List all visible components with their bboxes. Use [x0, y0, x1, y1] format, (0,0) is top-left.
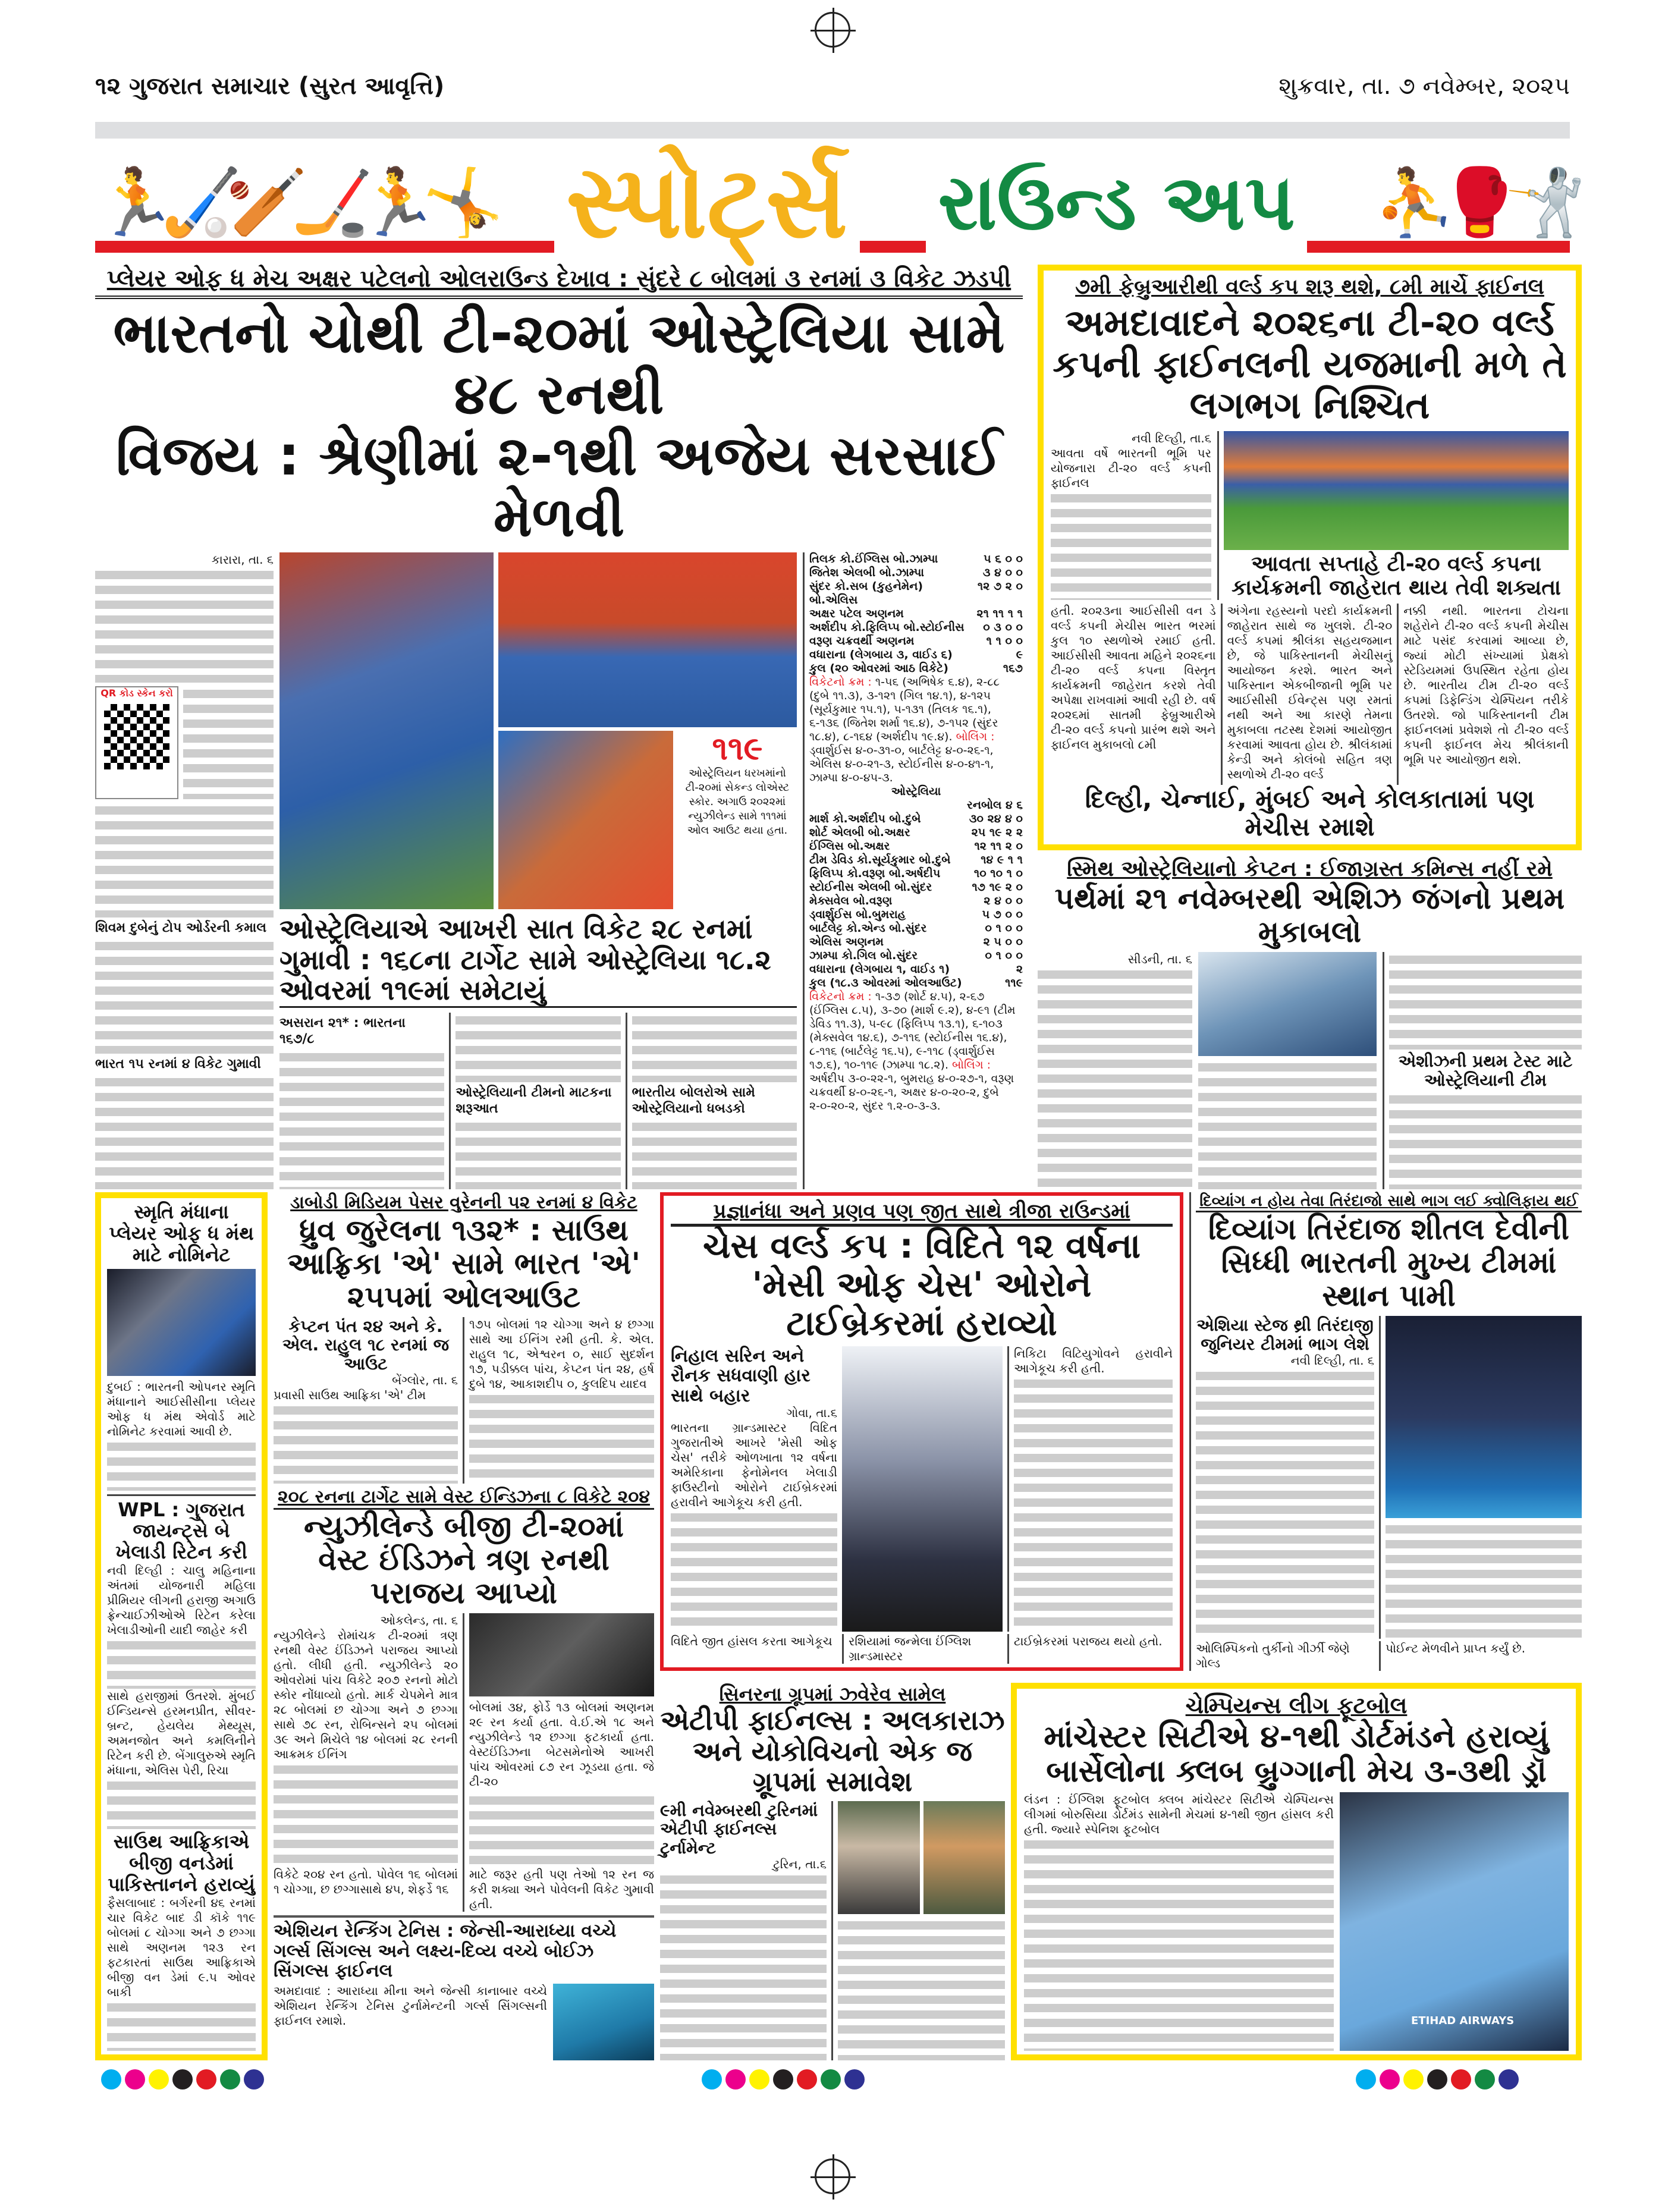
photo-novak-djokovic — [838, 1801, 920, 1914]
lead-kicker: પ્લેયર ઓફ ધ મેચ અક્ષર પટેલનો ઓલરાઉન્ડ દેખાવ : સુંદરે ૮ બોલમાં ૩ રનમાં ૩ વિકેટ ઝડપી — [95, 265, 1023, 299]
champions-league-story — [1011, 1683, 1582, 2060]
score-row: મેક્સવેલ બો.વરૂણ ૨ ૪ ૦ ૦ — [809, 894, 1023, 908]
chess-dateline: ગોવા, તા.૬ — [786, 1406, 837, 1421]
jurel-kicker: ડાબોડી મિડિયમ પેસર વુરેનની ૫૨ રનમાં ૪ વિકેટ — [290, 1192, 637, 1213]
photo-carlos-alcaraz — [923, 1801, 1006, 1914]
boxer-icon: 🥊 — [1438, 164, 1521, 240]
football-kicker: ચેમ્પિયન્સ લીગ ફૂટબોલ — [1185, 1692, 1408, 1718]
nz-wi-story — [274, 1487, 654, 1867]
lead-story-india-australia — [95, 265, 1023, 1189]
jersey-sponsor-text: ETIHAD AIRWAYS — [1411, 2015, 1515, 2027]
chess-bottom-1: વિદિતે જીત હાંસલ કરતા આગેકૂચ — [671, 1634, 832, 1648]
qr-label: QR કોડ સ્કેન કરો — [100, 687, 173, 699]
chess-bottom-3: ટાઈબ્રેકરમાં પરાજય થયો હતો. — [1007, 1634, 1173, 1664]
basketball-player-icon: ⛹ — [1373, 164, 1455, 240]
qr-code-pattern — [104, 704, 169, 769]
lead-dateline: કારારા, તા. ૬ — [211, 552, 274, 567]
score-row: તિલક કો.ઈંગ્લિસ બો.ઝામ્પા ૫ ૬ ૦ ૦ — [809, 552, 1023, 566]
atp-subhead: ૯મી નવેમ્બરથી ટુરિનમાં એટીપી ફાઈનલ્સ ટુર્નામેન્ટ — [660, 1800, 818, 1858]
india-bowling: ડ્વાર્શુઈસ ૪-૦-૩૧-૦, બાર્ટલેટ્ટ ૪-૦-૨૬-૧, એલિસ ૪-૦-૨૧-૩, સ્ટોઈનીસ ૪-૦-૪૧-૧, ઝામ્પા ૪-૦-૪૫-૩. — [809, 744, 994, 785]
lead-headline-1: ભારતનો ચોથી ટી-૨૦માં ઓસ્ટ્રેલિયા સામે ૪૮ રનથી — [113, 301, 1005, 427]
lead-inline-head: શિવમ દુબેનું ટોપ ઓર્ડરની કમાલ — [95, 920, 266, 936]
martial-artist-icon: 🤺 — [1504, 164, 1586, 240]
header-gray-bar — [95, 122, 1570, 139]
chess-kicker: પ્રજ્ઞાનંધા અને પ્રણવ પણ જીત સાથે ત્રીજા રાઉન્ડમાં — [671, 1199, 1173, 1227]
smriti-lead: દુબઈ : ભારતની ઓપનર સ્મૃતિ મંધાનાને આઈસીસીના પ્લેયર ઓફ ધ મંથ એવોર્ડ માટે નોમિનેટ કરવામાં આવી છે. — [107, 1380, 256, 1439]
print-color-bar-center — [702, 2069, 865, 2090]
photo-smriti-mandhana-trophy — [107, 1269, 256, 1376]
issue-date: શુક્રવાર, તા. ૭ નવેમ્બર, ૨૦૨૫ — [1278, 73, 1570, 100]
score-row: ઈંગ્લિસ બો.અક્ષર ૧૨ ૧૧ ૨ ૦ — [809, 840, 1023, 853]
sheetal-dateline: નવી દિલ્હી, તા. ૬ — [1290, 1353, 1374, 1368]
sheetal-devi-story — [1189, 1192, 1582, 1671]
score-row: વધારાના (લેગબાય ૧, વાઈડ ૧) ૨ — [809, 963, 1023, 976]
print-color-bar-right — [1356, 2069, 1519, 2090]
jurel-subhead: કેપ્ટન પંત ૨૪ અને કે. એલ. રાહુલ ૧૮ રનમાં જ આઉટ — [282, 1316, 450, 1374]
atp-finals-story — [660, 1683, 1005, 2060]
nz-col-1: ન્યુઝીલેન્ડે રોમાંચક ટી-૨૦માં ત્રણ રનથી વેસ્ટ ઈંડિઝને પરાજય આપ્યો હતો. લીધી હતી. ન્યુઝીલેન્ડે ૨૦ ઓવરોમાં પાંચ વિકેટે ૨૦૭ રનનો મોટો સ્કોર નોંધાવ્યો હતો. માર્ક ચેપમેને માત્ર ૨૮ બોલમાં છ ચોગ્ગા અને ૭ છગ્ગા સાથે ૭૮ રન, રોબિન્સને ૨૫ બોલમાં ૩૯ અને મિચેલે ૧૪ બોલમાં ૨૮ રનની આક્રમક ઈનિંગ — [274, 1628, 458, 1761]
worldcup-lead: આવતા વર્ષે ભારતની ભૂમિ પર યોજનારા ટી-૨૦ વર્લ્ડ કપની ફાઈનલ — [1051, 445, 1211, 490]
atp-kicker: સિનરના ગ્રૂપમાં ઝ્વેરેવ સામેલ — [719, 1683, 946, 1705]
chess-subhead: નિહાલ સરિન અને રૌનક સધવાણી હાર સાથે બહાર — [671, 1345, 810, 1406]
photo-tennis-player — [553, 1984, 654, 2060]
asian-tennis-story — [274, 1867, 654, 2060]
sheetal-bottom-1: ઓલિમ્પિકનો તુર્કીનો ગીર્ઝી જેણે ગોલ્ડ — [1196, 1641, 1350, 1670]
score-row: ઝામ્પા કો.ગિલ બો.સુંદર ૦ ૧ ૦ ૦ — [809, 949, 1023, 963]
score-row: ટીમ ડેવિડ કો.સૂર્યકુમાર બો.દુબે ૧૪ ૯ ૧ ૧ — [809, 853, 1023, 867]
wpl-headline: WPL : ગુજરાત જાયન્ટ્સે બે ખેલાડી રિટેન કરી — [115, 1498, 247, 1564]
fow-label: વિકેટનો ક્રમ : — [809, 675, 872, 689]
left-briefs-column — [95, 1192, 268, 2060]
india-fow: ૧-૫૬ (અભિષેક ૬.૪), ૨-૮૮ (દુબે ૧૧.૩), ૩-૧૨૧ (ગિલ ૧૪.૧), ૪-૧૨૫ (સૂર્યકુમાર ૧૫.૧), ૫-૧૩૧ (તિલક ૧૬.૧), ૬-૧૩૬ (જિતેશ શર્મા ૧૬.૪), ૭-૧૫૨ (સુંદર ૧૮.૪), ૮-૧૬૪ (અર્શદીપ ૧૯.૪). — [809, 675, 1000, 744]
page-number-masthead: ૧૨ ગુજરાત સમાચાર (સુરત આવૃત્તિ) — [95, 73, 445, 100]
ashes-headline: પર્થમાં ૨૧ નવેમ્બરથી એશિઝ જંગનો પ્રથમ મુકાબલો — [1054, 881, 1565, 950]
chess-headline: ચેસ વર્લ્ડ કપ : વિદિતે ૧૨ વર્ષના 'મેસી ઓફ ચેસ' ઓરોને ટાઈબ્રેકરમાં હરાવ્યો — [702, 1225, 1141, 1343]
runner-icon: 🏃 — [357, 164, 438, 240]
photo-narendra-modi-stadium — [1224, 431, 1569, 550]
score-row: અર્શદીપ કો.ફિલિપ્પ બો.સ્ટોઈનીસ ૦ ૩ ૦ ૦ — [809, 621, 1023, 634]
score-row: જિતેશ એલબી બો.ઝામ્પા ૩ ૪ ૦ ૦ — [809, 566, 1023, 580]
worldcup-col-2: અંગેના રહસ્યનો પરદો કાર્યક્રમની જાહેરાત સાથે જ ખુલશે. ટી-૨૦ વર્લ્ડ કપમાં શ્રીલંકા સહયજમાન છે, જે પાકિસ્તાનની મેચીસનું આયોજન કરશે. ભારત અને પાકિસ્તાન એકબીજાની ભૂમિ પર આઈસીસી ઈવેન્ટ્સ પણ રમતાં નથી અને આ કારણે તેમના મુકાબલા તટસ્થ દેશમાં આયોજીત કરવામાં આવતા હોય છે. શ્રીલંકામાં કેન્ડી અને કોલંબો સહિત ત્રણ સ્થળોએ ટી-૨૦ વર્લ્ડ — [1221, 604, 1393, 785]
lead-inline-head: ભારતીય બોલરોએ સામે ઓસ્ટ્રેલિયાનો ધબડકો — [632, 1085, 755, 1117]
aus-fow: ૧-૩૭ (શોર્ટ ૪.૫), ૨-૬૭ (ઈંગ્લિસ ૮.૫), ૩-૭૦ (માર્શ ૯.૨), ૪-૯૧ (ટીમ ડેવિડ ૧૧.૩), ૫-૯૮ (ફિલિપ્પ ૧૩.૧), ૬-૧૦૩ (મેક્સવેલ ૧૪.૬), ૭-૧૧૬ (સ્ટોઈનીસ ૧૬.૪), ૮-૧૧૬ (બાર્ટલેટ્ટ ૧૬.૫), ૯-૧૧૮ (ડ્વાર્શુઈસ ૧૭.૬), ૧૦-૧૧૯ (ઝામ્પા ૧૮.૨). — [809, 990, 1016, 1072]
atp-headline: એટીપી ફાઈનલ્સ : અલકારાઝ અને યોકોવિચનો એક જ ગ્રૂપમાં સમાવેશ — [660, 1704, 1005, 1798]
wpl-lead: નવી દિલ્હી : ચાલુ મહિનાના અંતમાં યોજનારી મહિલા પ્રીમિયર લીગની હરાજી અગાઉ ફ્રેન્ચાઈઝીઓએ રિટેન કરેલા ખેલાડીઓની યાદી જાહેર કરી — [107, 1563, 256, 1638]
worldcup-kicker: ૭મી ફેબ્રુઆરીથી વર્લ્ડ કપ શરૂ થશે, ૮મી માર્ચે ફાઈનલ — [1075, 275, 1544, 299]
score-row: સુંદર કો.સબ (કુહનેમેન) બો.એલિસ ૧૨ ૭ ૨ ૦ — [809, 580, 1023, 607]
aus-bowling: અર્ષદીપ ૩-૦-૨૨-૧, બુમરાહ ૪-૦-૨૭-૧, વરૂણ ચક્રવર્થી ૪-૦-૨૬-૧, અક્ષર ૪-૦-૨૦-૨, દુબે ૨-૦-૨૦-૨, સુંદર ૧.૨-૦-૩-૩. — [809, 1072, 1014, 1113]
lead-inline-head: ઓસ્ટ્રેલિયાની ટીમનો માટકના શરૂઆત — [455, 1085, 612, 1117]
photo-steve-smith — [1198, 952, 1377, 1056]
atp-dateline: ટુરિન, તા.૬ — [773, 1857, 827, 1872]
hockey-player-icon: 🏑 — [161, 164, 242, 240]
sa-pak-lead: ફૈસલાબાદ : બર્ગરની ૪૬ રનમાં ચાર વિકેટ બાદ ડી કૉકે ૧૧૯ બોલમાં ૮ ચોગ્ગા અને ૭ છગ્ગા સાથે અણનમ ૧૨૩ રન ફટકારતાં સાઉથ આફ્રિકાએ બીજી વન ડેમાં ૯.૫ ઓવર બાકી — [107, 1895, 256, 1999]
score-total: કુલ (૨૦ ઓવરમાં આઠ વિકેટે) ૧૬૭ — [809, 662, 1023, 675]
wpl-more: સાથે હરાજીમાં ઉતરશે. મુંબઈ ઈન્ડિયન્સે હરમનપ્રીત, સીવર-બ્રન્ટ, હેયલેય મેથ્યૂસ, અમનજોત અને કમલિનીને રિટેન કરી છે. બેંગાલુરુએ સ્મૃતિ મંધાના, એલિસ પેરી, રિચા — [107, 1689, 256, 1778]
score-row: વધારાના (લેગબાય ૩, વાઈડ ૬) ૯ — [809, 648, 1023, 662]
score-row: બાર્ટલેટ્ટ કો.એન્ડ બો.સુંદર ૦ ૧ ૦ ૦ — [809, 922, 1023, 935]
scorecard: તિલક કો.ઈંગ્લિસ બો.ઝામ્પા ૫ ૬ ૦ ૦ જિતેશ એલબી બો.ઝામ્પા ૩ ૪ ૦ ૦ સુંદર કો.સબ (કુહનેમેન) બો.એલિસ ૧૨ ૭ ૨ ૦ અક્ષર પટેલ અણનમ ૨૧ ૧૧ ૧ ૧ અર્શદીપ કો.ફિલિપ્પ બો.સ્ટોઈનીસ ૦ ૩ ૦ ૦ વરૂણ ચક્રવર્થી અણનમ ૧ ૧ ૦ ૦ વધારાના (લેગબાય ૩, વાઈડ ૬) ૯ કુલ (૨૦ ઓવરમાં આઠ વિકેટે) ૧૬૭ વિકેટનો ક્રમ : ૧-૫૬ (અભિષેક ૬.૪), ૨-૮૮ (દુબે ૧૧.૩), ૩-૧૨૧ (ગિલ ૧૪.૧), ૪-૧૨૫ (સૂર્યકુમાર ૧૫.૧), ૫-૧૩૧ (તિલક ૧૬.૧), ૬-૧૩૬ (જિતેશ શર્મા ૧૬.૪), ૭-૧૫૨ (સુંદર ૧૮.૪), ૮-૧૬૪ (અર્શદીપ ૧૯.૪). બોલિંગ : ડ્વાર્શુઈસ ૪-૦-૩૧-૦, બાર્ટલેટ્ટ ૪-૦-૨૬-૧, એલિસ ૪-૦-૨૧-૩, સ્ટોઈનીસ ૪-૦-૪૧-૧, ઝામ્પા ૪-૦-૪૫-૩. ઓસ્ટ્રેલિયા રનબોલ ૪ ૬ માર્શ કો.અર્શદીપ બો.દુબે ૩૦ ૨૪ ૪ ૦ શોર્ટ એલબી બો.અક્ષર ૨૫ ૧૯ ૨ ૨ ઈંગ્લિસ બો.અક્ષર ૧૨ ૧૧ ૨ ૦ ટીમ ડેવિડ કો.સૂર્યકુમાર બો.દુબે ૧૪ ૯ ૧ ૧ ફિલિપ્પ કો.વરૂણ બો.અર્ષદીપ ૧૦ ૧૦ ૧ ૦ સ્ટોઈનીસ એલબી બો.સુંદર ૧૭ ૧૯ ૨ ૦ મેક્સવેલ બો.વરૂણ ૨ ૪ ૦ ૦ ડ્વાર્શુઈસ બો.બુમરાહ ૫ ૭ ૦ ૦ બાર્ટલેટ્ટ કો.એન્ડ બો.સુંદર ૦ ૧ ૦ ૦ એલિસ અણનમ ૨ ૫ ૦ ૦ ઝામ્પા કો.ગિલ બો.સુંદર ૦ ૧ ૦ ૦ વધારાના (લેગબાય ૧, વાઈડ ૧) ૨ કુલ (૧૮.૩ ઓવરમાં ઓલઆઉટ) ૧૧૯ વિકેટનો ક્રમ : ૧-૩૭ (શોર્ટ ૪.૫), ૨-૬૭ (ઈંગ્લિસ ૮.૫), ૩-૭૦ (માર્શ ૯.૨), ૪-૯૧ (ટીમ ડેવિડ ૧૧.૩), ૫-૯૮ (ફિલિપ્પ ૧૩.૧), ૬-૧૦૩ (મેક્સવેલ ૧૪.૬), ૭-૧૧૬ (સ્ટોઈનીસ ૧૬.૪), ૮-૧૧૬ (બાર્ટલેટ્ટ ૧૬.૫), ૯-૧૧૮ (ડ્વાર્શુઈસ ૧૭.૬), ૧૦-૧૧૯ (ઝામ્પા ૧૮.૨). બોલિંગ : અર્ષદીપ ૩-૦-૨૨-૧, બુમરાહ ૪-૦-૨૭-૧, વરૂણ ચક્રવર્થી ૪-૦-૨૬-૧, અક્ષર ૪-૦-૨૦-૨, દુબે ૨-૦-૨૦-૨, સુંદર ૧.૨-૦-૩-૩. — [803, 552, 1023, 1189]
score-row: ડ્વાર્શુઈસ બો.બુમરાહ ૫ ૭ ૦ ૦ — [809, 908, 1023, 922]
sheetal-subhead: એશિયા સ્ટેજ થ્રી તિરંદાજી જુનિયર ટીમમાં ભાગ લેશે — [1196, 1315, 1374, 1354]
cricketer-icon: 🏏 — [226, 164, 307, 240]
lead-headline-2: વિજય : શ્રેણીમાં ૨-૧થી અજેય સરસાઈ મેળવી — [115, 424, 1003, 549]
banner-title-roundup: રાઉન્ડ અપ — [926, 143, 1307, 262]
photo-badge-119: ૧૧૯ — [712, 730, 763, 768]
chess-col-3: નિકિટા વિટિયુગોવને હરાવીને આગેકૂચ કરી હતી. — [1014, 1346, 1173, 1375]
sheetal-bottom-2: પોઈન્ટ મેળવીને પ્રાપ્ત કર્યું છે. — [1379, 1641, 1582, 1671]
score-row: સ્ટોઈનીસ એલબી બો.સુંદર ૧૭ ૧૯ ૨ ૦ — [809, 881, 1023, 894]
worldcup-photo-caption: આવતા સપ્તાહે ટી-૨૦ વર્લ્ડ કપના કાર્યક્રમની જાહેરાત થાય તેવી શક્યતા — [1232, 551, 1561, 600]
tennis-headline: એશિયન રેન્કિંગ ટેનિસ : જેન્સી-આરાધ્યા વચ્ચે ગર્લ્સ સિંગલ્સ અને લક્ષ્ય-દિવ્ય વચ્ચે બોઈઝ સિંગલ્સ ફાઈનલ — [274, 1921, 617, 1982]
bowling-label: બોલિંગ : — [956, 730, 995, 744]
jurel-dateline: બેંગ્લોર, તા. ૬ — [392, 1373, 458, 1388]
ashes-story — [1038, 856, 1582, 1189]
chess-lead: ભારતના ગ્રાન્ડમાસ્ટર વિદિત ગુજરાતીએ આખરે 'મેસી ઓફ ચેસ' તરીકે ઓળખાતા ૧૨ વર્ષના અમેરિકાના ફેનોમેનલ ખેલાડી ફાઉસ્ટીનો ઓરોને ટાઈબ્રેકરમાં હરાવીને આગેકૂચ કરી હતી. — [671, 1421, 837, 1510]
worldcup-ahmedabad-story — [1038, 265, 1582, 850]
photo-batsman — [498, 731, 673, 909]
nz-dateline: ઓકલેન્ડ, તા. ૬ — [380, 1613, 458, 1627]
nz-col-2: બોલમાં ૩૪, ફોર્ડે ૧૩ બોલમાં અણનમ ૨૯ રન કર્યા હતા. વે.ઈ.એ ૧૮ અને ન્યુઝીલેન્ડે ૧૨ છગ્ગા ફટકાર્યા હતા. વેસ્ટઈંડિઝના બેટસમેનોએ આખરી પાંચ ઓવરમાં ૮૭ રન ઝૂડયા હતા. જે ટી-૨૦ — [469, 1700, 654, 1789]
nz-headline: ન્યુઝીલેન્ડે બીજી ટી-૨૦માં વેસ્ટ ઈંડિઝને ત્રણ રનથી પરાજય આપ્યો — [303, 1509, 624, 1610]
tennis-lead: અમદાવાદ : આરાધ્યા મીના અને જેન્સી કાનાબાર વચ્ચે એશિયન રેન્કિંગ ટેનિસ ટુર્નામેન્ટની ગર્લ્સ સિંગલ્સની ફાઈનલ રમાશે. — [274, 1983, 547, 2028]
nz-kicker: ૨૦૮ રનના ટાર્ગેટ સામે વેસ્ટ ઈન્ડિઝના ૮ વિકેટે ૨૦૪ — [274, 1487, 654, 1510]
worldcup-col-1: હતી. ૨૦૨૩ના આઈસીસી વન ડે વર્લ્ડ કપની મેચીસ ભારત ભરમાં કુલ ૧૦ સ્થળોએ રમાઈ હતી. આઈસીસી આવતા મહિને ૨૦૨૬ના ટી-૨૦ વર્લ્ડ કપના વિસ્તૃત કાર્યક્રમની જાહેરાત કરશે તેવી અપેક્ષા રાખવામાં આવી રહી છે. વર્ષ ૨૦૨૬માં સાતમી ફેબ્રુઆરીએ ટી-૨૦ વર્લ્ડ કપનો પ્રારંભ થશે અને ફાઈનલ મુકાબલો ૮મી — [1051, 604, 1216, 752]
sa-pak-headline: સાઉથ આફ્રિકાએ બીજી વનડેમાં પાકિસ્તાનને હરાવ્યું — [108, 1830, 255, 1896]
lead-inline-head: અસરાન ૨૧* : ભારતના ૧૬૭/૮ — [279, 1015, 406, 1047]
photo-vidit-gujrathi-chess — [842, 1346, 1003, 1632]
jurel-col-2: ૧૭૫ બોલમાં ૧૨ ચોગ્ગા અને ૪ છગ્ગા સાથે આ ઈનિંગ રમી હતી. કે. એલ. રાહુલ ૧૮, એશ્વરન ૦, સાઈ સુદર્શન ૧૭, પડીક્કલ પાંચ, કેપ્ટન પંત ૨૪, હર્ષ દુબે ૧૪, આકાશદીપ ૦, કુલદિપ યાદવ — [469, 1317, 654, 1391]
photo-new-zealand-players — [469, 1613, 654, 1696]
lead-subhead: ઓસ્ટ્રેલિયાએ આખરી સાત વિકેટ ૨૮ રનમાં ગુમાવી : ૧૬૮ના ટાર્ગેટ સામે ઓસ્ટ્રેલિયા ૧૮.૨ ઓવરમાં ૧૧૯માં સમેટાયું — [279, 914, 797, 1008]
score-row: વરૂણ ચક્રવર્થી અણનમ ૧ ૧ ૦ ૦ — [809, 634, 1023, 648]
nz-col-end-2: માટે જરૂર હતી પણ તેઓ ૧૨ રન જ કરી શક્યા અને પોવેલની વિકેટ ગુમાવી હતી. — [463, 1867, 654, 1912]
worldcup-headline: અમદાવાદને ૨૦૨૬ના ટી-૨૦ વર્લ્ડ કપની ફાઈનલની યજમાની મળે તે લગભગ નિશ્ચિત — [1053, 301, 1567, 428]
lead-text-column-1 — [95, 552, 274, 1189]
photo-india-team-huddle — [498, 552, 797, 727]
score-total: કુલ (૧૮.૩ ઓવરમાં ઓલઆઉટ) ૧૧૯ — [809, 976, 1023, 990]
score-row: અક્ષર પટેલ અણનમ ૨૧ ૧૧ ૧ ૧ — [809, 607, 1023, 621]
print-color-bar-left — [101, 2069, 264, 2090]
photo-india-players-celebrate — [279, 552, 494, 909]
hockey-player-icon: 🏒 — [291, 164, 373, 240]
worldcup-col-3: નક્કી નથી. ભારતના ટોચના શહેરોને ટી-૨૦ વર્લ્ડ કપની મેચીસ માટે પસંદ કરવામાં આવ્યા છે, જ્યાં મોટી સંખ્યામાં પ્રેક્ષકો સ્ટેડિયમમાં ઉપસ્થિત રહેતા હોય છે. ભારતીય ટીમ ટી-૨૦ વર્લ્ડ કપમાં ડિફેન્ડિંગ ચેમ્પિયન તરીકે ઉતરશે. જો પાકિસ્તાનની ટીમ ફાઈનલમાં પ્રવેશશે તો ટી-૨૦ વર્લ્ડ કપની ફાઈનલ મેચ શ્રીલંકાની ભૂમિ પર આયોજીત થશે. — [1397, 604, 1569, 785]
lead-inline-head: ભારત ૧૫ રનમાં ૪ વિકેટ ગુમાવી — [95, 1056, 261, 1072]
worldcup-dateline: નવી દિલ્હી, તા.૬ — [1132, 431, 1211, 445]
ashes-dateline: સીડની, તા. ૬ — [1127, 952, 1192, 967]
photo-manchester-city-celebration — [1340, 1792, 1569, 2051]
aus-innings-title: ઓસ્ટ્રેલિયા — [891, 785, 941, 799]
photo-caption: ઓસ્ટ્રેલિયન ધરખમાંનો ટી-૨૦માં સેકન્ડ લોએસ્ટ સ્કોર. અગાઉ ૨૦૨૨માં ન્યુઝીલેન્ડ સામે ૧૧૧માં ઓલ આઉટ થયા હતા. — [685, 767, 790, 837]
sheetal-headline: દિવ્યાંગ તિરંદાજ શીતલ દેવીની સિધ્ધી ભારતની મુખ્ય ટીમમાં સ્થાન પામી — [1208, 1212, 1569, 1314]
aus-columns-header: રનબોલ ૪ ૬ — [967, 799, 1023, 812]
qr-code[interactable] — [95, 686, 178, 799]
score-row: ફિલિપ્પ કો.વરૂણ બો.અર્ષદીપ ૧૦ ૧૦ ૧ ૦ — [809, 867, 1023, 881]
football-headline: માંચેસ્ટર સિટીએ ૪-૧થી ડોર્ટમંડને હરાવ્યું બાર્સેલોના ક્લબ બ્રુગ્ગાની મેચ ૩-૩થી ડ્રૉ — [1044, 1718, 1549, 1789]
worldcup-footer-headline: દિલ્હી, ચેન્નાઈ, મુંબઈ અને કોલકાતામાં પણ મેચીસ રમાશે — [1085, 784, 1535, 841]
score-row: શોર્ટ એલબી બો.અક્ષર ૨૫ ૧૯ ૨ ૨ — [809, 826, 1023, 840]
jurel-headline: ધ્રુવ જુરેલના ૧૩૨* : સાઉથ આફ્રિકા 'એ' સામે ભારત 'એ' ૨૫૫માં ઓલઆઉટ — [287, 1213, 640, 1314]
ashes-kicker: સ્મિથ ઓસ્ટ્રેલિયાનો કેપ્ટન : ઈજાગ્રસ્ત કમિન્સ નહીં રમે — [1067, 857, 1553, 881]
photo-sheetal-devi-archery — [1386, 1316, 1582, 1518]
registration-mark-bottom — [815, 2158, 850, 2194]
sheetal-kicker: દિવ્યાંગ ન હોય તેવા તિરંદાજો સાથે ભાગ લઈ ક્વોલિફાય થઈ — [1196, 1192, 1582, 1212]
chess-world-cup-story — [660, 1192, 1183, 1671]
score-row: એલિસ અણનમ ૨ ૫ ૦ ૦ — [809, 935, 1023, 949]
chess-bottom-2: રશિયામાં જન્મેલા ઈંગ્લિશ ગ્રાન્ડમાસ્ટર — [842, 1634, 1003, 1664]
jurel-story — [274, 1192, 654, 1484]
banner-title-sports: સ્પોર્ટ્સ — [554, 143, 860, 262]
tennis-player-icon: 🏃 — [95, 164, 177, 240]
sports-roundup-banner — [95, 143, 1586, 262]
registration-mark-top — [815, 12, 850, 48]
jurel-lead: પ્રવાસી સાઉથ આફ્રિકા 'એ' ટીમ — [274, 1388, 426, 1403]
gymnast-icon: 🤸 — [422, 164, 504, 240]
ashes-subhead: એશીઝની પ્રથમ ટેસ્ટ માટે ઓસ્ટ્રેલિયાની ટીમ — [1398, 1051, 1573, 1090]
football-lead: લંડન : ઈંગ્લિશ ફૂટબોલ ક્લબ માંચેસ્ટર સિટીએ ચેમ્પિયન્સ લીગમાં બોરુસિયા ડોર્ટમંડ સામેની મેચમાં ૪-૧થી જીત હાંસલ કરી હતી. જ્યારે સ્પેનિશ ફૂટબોલ — [1024, 1792, 1334, 1837]
nz-col-end-1: વિકેટે ૨૦૪ રન હતો. પોવેલ ૧૬ બોલમાં ૧ ચોગ્ગા, છ છગ્ગાસાથે ૪૫, શેફર્ડે ૧૬ — [274, 1867, 458, 1896]
smriti-headline: સ્મૃતિ મંધાના પ્લેયર ઓફ ધ મંથ માટે નોમિનેટ — [109, 1201, 254, 1266]
score-row: માર્શ કો.અર્શદીપ બો.દુબે ૩૦ ૨૪ ૪ ૦ — [809, 812, 1023, 826]
